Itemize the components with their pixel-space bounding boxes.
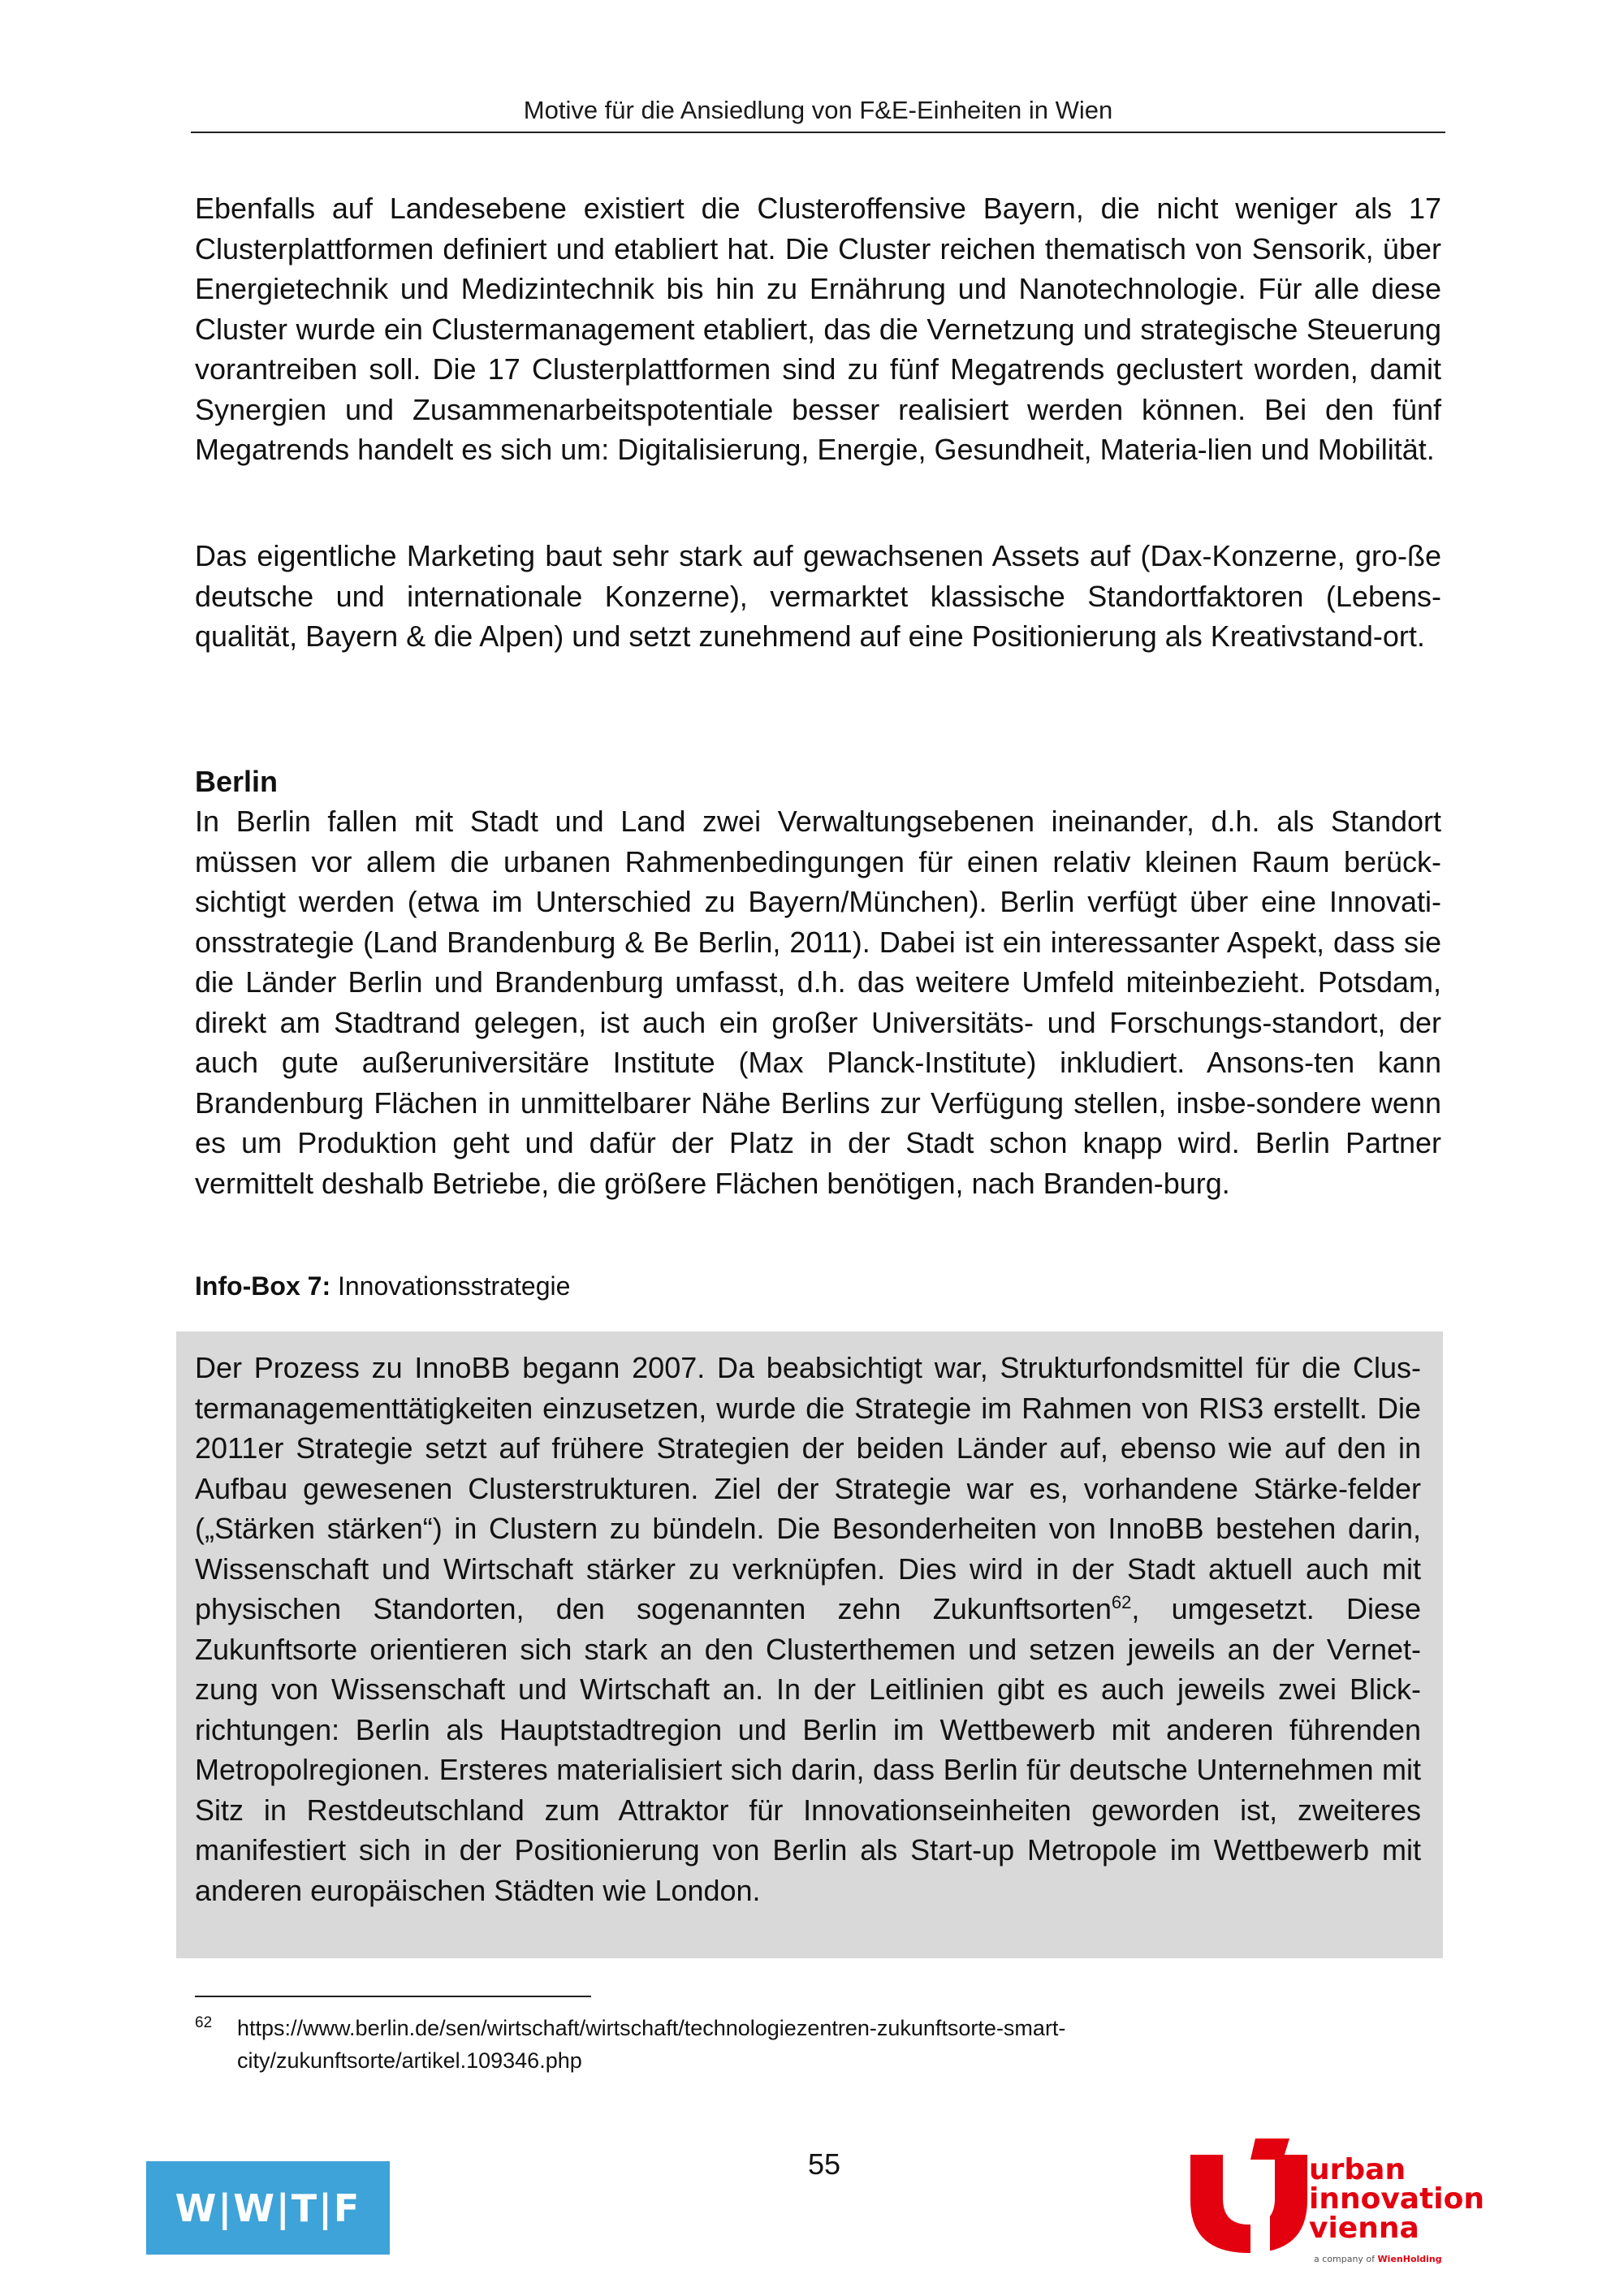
infobox-caption-number: Info-Box 7: [195,1271,331,1301]
wwtf-logo-text: W|W|T|F [175,2186,361,2230]
uiv-logo-sub-brand: WienHolding [1377,2254,1442,2264]
running-header: Motive für die Ansiedlung von F&E-Einheiten in Wien [523,96,1113,124]
paragraph-berlin: In Berlin fallen mit Stadt und Land zwei Verwaltungsebenen ineinander, d.h. als Standort müssen vor allem die urbanen Rahmenbedingungen für einen relativ kleinen Raum berück-sichtigt werden (etwa im Unterschied zu Bayern/München). Berlin verfügt über eine Innovati-onsstrategie (Land Brandenburg & Be Berlin, 2011). Dabei ist ein interessanter Aspekt, dass sie die Länder Berlin und Brandenburg umfasst, d.h. das weitere Umfeld miteinbezieht. Potsdam, direkt am Stadtrand gelegen, ist auch ein großer Universitäts- und Forschungs-standort, der auch gute außeruniversitäre Institute (Max Planck-Institute) inkludiert. Ansons-ten kann Brandenburg Flächen in unmittelbarer Nähe Berlins zur Verfügung stellen, insbe-sondere wenn es um Produktion geht und dafür der Platz in der Stadt schon knapp wird. Berlin Partner vermittelt deshalb Betriebe, die größere Flächen benötigen, nach Branden-burg. [195,805,1441,1200]
infobox-text-part2: , umgesetzt. Diese Zukunftsorte orientieren sich stark an den Clusterthemen und setzen jeweils an der Vernet-zung von Wissenschaft und Wirtschaft an. In der Leitlinien gibt es auch jeweils zwei Blick-richtungen: Berlin als Hauptstadtregion und Berlin im Wettbewerb mit anderen führenden Metropolregionen. Ersteres materialisiert sich darin, dass Berlin für deutsche Unternehmen mit Sitz in Restdeutschland zum Attraktor für Innovationseinheiten geworden ist, zweiteres manifestiert sich in der Positionierung von Berlin als Start-up Metropole im Wettbewerb mit anderen europäischen Städten wie London. [195,1592,1422,1907]
infobox-caption-title: Innovationsstrategie [337,1271,571,1301]
infobox [176,1331,1443,1958]
uiv-logo-wordmark [1309,2153,1484,2245]
paragraph-marketing: Das eigentliche Marketing baut sehr stark auf gewachsenen Assets auf (Dax-Konzerne, gro-ße deutsche und internationale Konzerne), vermarktet klassische Standortfaktoren (Lebens-qualität, Bayern & die Alpen) und setzt zunehmend auf eine Positionierung als Kreativstand-ort. [195,539,1441,653]
footnote-reference[interactable]: 62 [1111,1592,1132,1612]
footnote-divider [195,1996,591,1997]
uiv-logo-line-innovation: innovation [1309,2182,1484,2216]
paragraph-cluster-bavaria: Ebenfalls auf Landesebene existiert die Clusteroffensive Bayern, die nicht weniger als 17 Clusterplattformen definiert und etabliert hat. Die Cluster reichen thematisch von Sensorik, über Energietechnik und Medizintechnik bis hin zu Ernährung und Nanotechnologie. Für alle diese Cluster wurde ein Clustermanagement etabliert, das die Vernetzung und strategische Steuerung vorantreiben soll. Die 17 Clusterplattformen sind zu fünf Megatrends geclustert worden, damit Synergien und Zusammenarbeitspotentiale besser realisiert werden können. Bei den fünf Megatrends handelt es sich um: Digitalisierung, Energie, Gesundheit, Materia-lien und Mobilität. [195,192,1441,466]
footnote-url-link[interactable]: https://www.berlin.de/sen/wirtschaft/wirtschaft/technologiezentren-zukunftsorte-smart-city/zukunftsorte/artikel.109346.php [237,2016,1066,2073]
infobox-caption [195,1268,570,1304]
uiv-logo-subline [1314,2254,1442,2264]
uiv-logo-sub-text: a company of [1314,2254,1376,2264]
page-number: 55 [807,2147,841,2181]
uiv-logo-i-dot [1250,2138,1289,2160]
uiv-logo-u-shape [1190,2155,1307,2253]
infobox-text [195,1348,1421,1910]
wwtf-logo [146,2161,390,2255]
footnote-number: 62 [195,2014,213,2031]
uiv-logo-line-vienna: vienna [1309,2212,1419,2245]
uiv-logo-i-stem [1250,2164,1270,2254]
header-divider [191,132,1445,133]
infobox-text-part1: Der Prozess zu InnoBB begann 2007. Da beabsichtigt war, Strukturfondsmittel für die Clus-termanagementtätigkeiten einzusetzen, wurde die Strategie im Rahmen von RIS3 erstellt. Die 2011er Strategie setzt auf frühere Strategien der beiden Länder auf, ebenso wie auf den in Aufbau gewesenen Clusterstrukturen. Ziel der Strategie war es, vorhandene Stärke-felder („Stärken stärken“) in Clustern zu bündeln. Die Besonderheiten von InnoBB bestehen darin, Wissenschaft und Wirtschaft stärker zu verknüpfen. Dies wird in der Stadt aktuell auch mit physischen Standorten, den sogenannten zehn Zukunftsorten [195,1351,1421,1625]
section-heading-berlin: Berlin [195,765,279,798]
uiv-logo-line-urban: urban [1309,2153,1406,2186]
